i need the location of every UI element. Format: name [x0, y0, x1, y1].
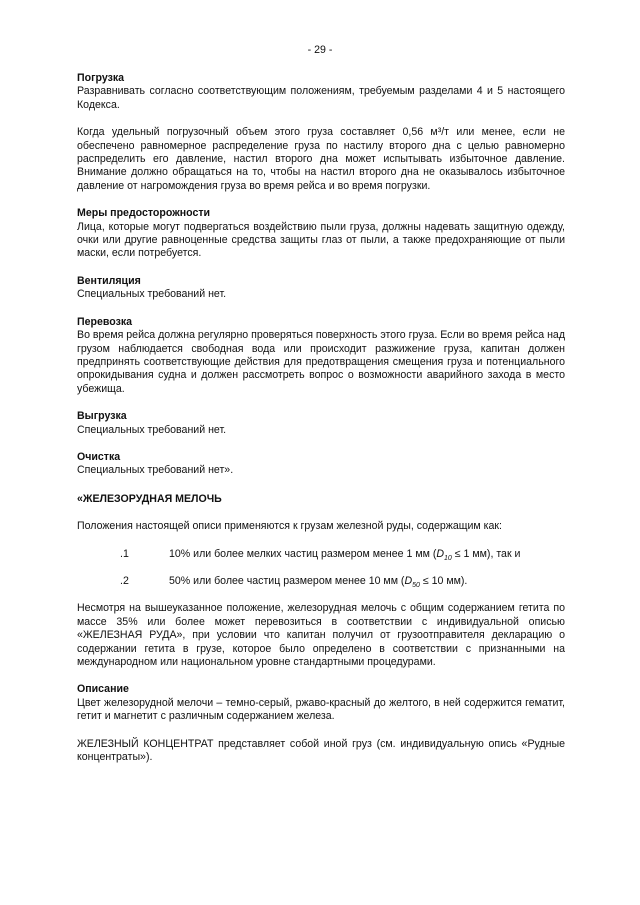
section-paragraph: Специальных требований нет».	[77, 464, 234, 477]
page-number: - 29 -	[307, 44, 333, 56]
section-heading-clean-up: Очистка	[77, 450, 121, 463]
section-heading-ventilation: Вентиляция	[77, 274, 141, 287]
section-paragraph: Когда удельный погрузочный объем этого груза составляет 0,56 м³/т или менее, если не обеспечено равномерное распределение груза по настилу второго дна с целью равномерно распределить его давление, настил второго дна может испытывать избыточное давление. Внимание должно обращаться на то, чтобы на настил второго дна не оказывалось избыточное давление от нагромождения груза во время рейса и во время погрузки.	[77, 126, 565, 192]
section-paragraph: Специальных требований нет.	[77, 423, 227, 436]
list-item-number: .2	[120, 574, 129, 587]
section-heading-description: Описание	[77, 683, 129, 696]
section-paragraph: Лица, которые могут подвергаться воздействию пыли груза, должны надевать защитную одежду, очки или другие равноценные средства защиты глаз от пыли, а также предохраняющие от пыли маски, если потребуется.	[77, 220, 565, 260]
section-heading-carriage: Перевозка	[77, 315, 133, 328]
section-heading-discharge: Выгрузка	[77, 410, 127, 423]
document-body	[77, 72, 565, 764]
section-paragraph: Во время рейса должна регулярно проверяться поверхность этого груза. Если во время рейса над грузом наблюдается свободная вода или происходит разжижение груза, капитан должен предпринять соответствующие действия для предотвращения смещения груза и потенциального опрокидывания судна и должен рассмотреть вопрос о возможности аварийного захода в место убежища.	[77, 329, 565, 395]
iron-fines-title: «ЖЕЛЕЗОРУДНАЯ МЕЛОЧЬ	[77, 492, 222, 505]
section-paragraph: Разравнивать согласно соответствующим положениям, требуемым разделами 4 и 5 настоящего Кодекса.	[77, 85, 565, 111]
section-heading-loading: Погрузка	[77, 72, 125, 84]
iron-fines-description: Цвет железорудной мелочи – темно-серый, ржаво-красный до желтого, в ней содержится гематит, гетит и магнетит с различным содержанием железа.	[77, 696, 565, 723]
iron-fines-intro: Положения настоящей описи применяются к грузам железной руды, содержащим как:	[77, 520, 502, 533]
iron-fines-notwithstanding: Несмотря на вышеуказанное положение, железорудная мелочь с общим содержанием гетита по массе 35% или более может перевозиться в соответствии с индивидуальной описью «ЖЕЛЕЗНАЯ РУДА», при условии что капитан получил от грузоотправителя декларацию о содержании гетита в грузе, которое было определено в соответствии с признанными на международном или национальном уровне стандартными процедурами.	[77, 602, 565, 668]
list-item	[77, 575, 565, 588]
list-item	[77, 548, 565, 561]
section-heading-precautions: Меры предосторожности	[77, 207, 211, 220]
list-item-text: 10% или более мелких частиц размером менее 1 мм ($D_{10} \le 1$ мм), так и	[169, 547, 521, 562]
list-item-text: 50% или более частиц размером менее 10 мм ($D_{50} \le 10$ мм).	[169, 574, 468, 590]
iron-concentrate-note: ЖЕЛЕЗНЫЙ КОНЦЕНТРАТ представляет собой иной груз (см. индивидуальную опись «Рудные концентраты»).	[77, 737, 565, 763]
list-item-number: .1	[120, 547, 129, 560]
section-paragraph: Специальных требований нет.	[77, 288, 227, 301]
